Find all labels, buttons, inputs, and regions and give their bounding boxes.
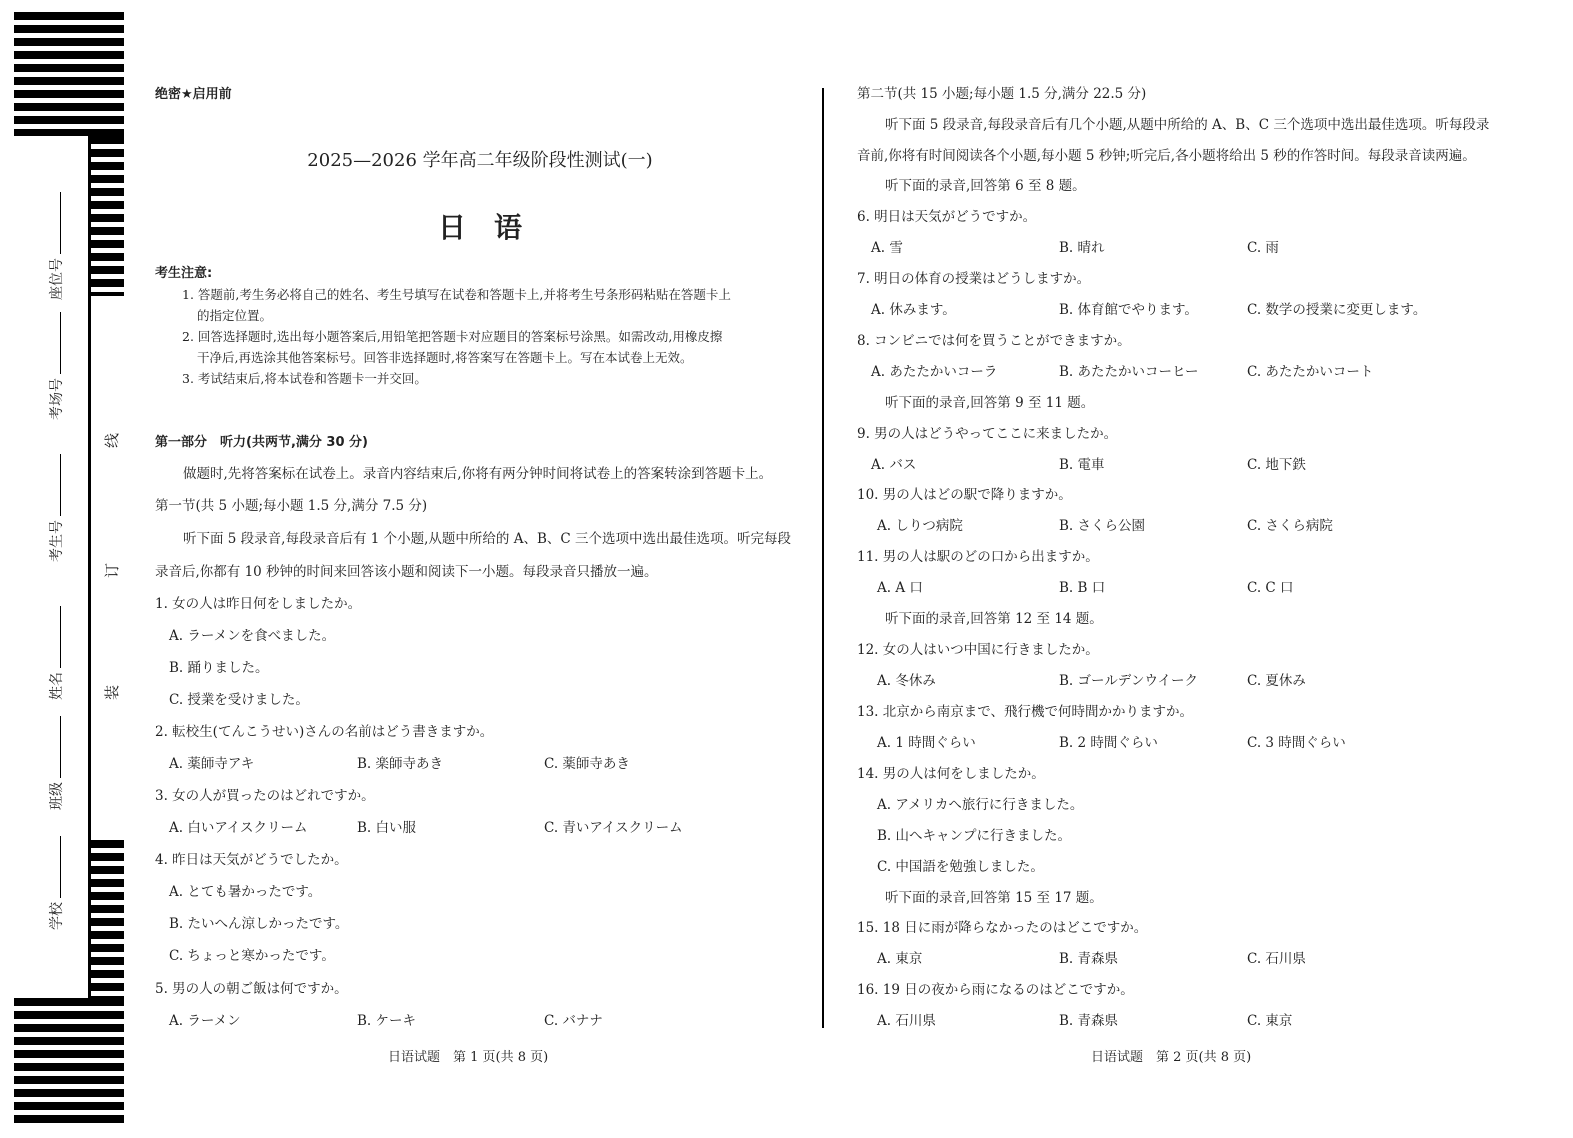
- notice-item: 的指定位置。: [197, 308, 273, 323]
- option-16c[interactable]: C. 東京: [1247, 1013, 1293, 1029]
- notice-heading: 考生注意:: [155, 266, 213, 281]
- question-10: 10. 男の人はどの駅で降りますか。: [857, 487, 1072, 503]
- option-3a[interactable]: A. 白いアイスクリーム: [169, 820, 308, 836]
- option-11b[interactable]: B. B 口: [1059, 580, 1106, 596]
- class-label: 班级: [49, 782, 65, 810]
- question-13: 13. 北京から南京まで、飛行機で何時間かかりますか。: [857, 704, 1193, 720]
- exam-title: 2025—2026 学年高二年级阶段性测试(一): [307, 150, 653, 171]
- binding-line: [88, 136, 91, 1000]
- question-3: 3. 女の人が買ったのはどれですか。: [155, 788, 375, 804]
- question-8: 8. コンビニでは何を買うことができますか。: [857, 333, 1131, 349]
- option-5c[interactable]: C. バナナ: [544, 1013, 603, 1029]
- exam-number-label: 考生号: [49, 520, 65, 562]
- option-15a[interactable]: A. 東京: [877, 951, 923, 967]
- question-15: 15. 18 日に雨が降らなかったのはどこですか。: [857, 920, 1148, 936]
- listen-instruction: 听下面的录音,回答第 15 至 17 题。: [885, 890, 1103, 906]
- seat-number-label: 座位号: [49, 258, 65, 300]
- option-7c[interactable]: C. 数学の授業に変更します。: [1247, 302, 1427, 318]
- option-14b[interactable]: B. 山へキャンプに行きました。: [877, 828, 1072, 844]
- option-10c[interactable]: C. さくら病院: [1247, 518, 1333, 534]
- notice-item: 3. 考试结束后,将本试卷和答题卡一并交回。: [182, 371, 427, 386]
- option-2a[interactable]: A. 薬師寺アキ: [169, 756, 255, 772]
- option-3c[interactable]: C. 青いアイスクリーム: [544, 820, 683, 836]
- subject-title: 日 语: [437, 211, 522, 244]
- listen-instruction: 听下面的录音,回答第 12 至 14 题。: [885, 611, 1103, 627]
- option-15b[interactable]: B. 青森県: [1059, 951, 1119, 967]
- notice-item: 1. 答题前,考生务必将自己的姓名、考生号填写在试卷和答题卡上,并将考生号条形码粘贴在答题卡上: [182, 287, 731, 302]
- question-1: 1. 女の人は昨日何をしましたか。: [155, 596, 362, 612]
- option-12b[interactable]: B. ゴールデンウイーク: [1059, 673, 1199, 689]
- option-10b[interactable]: B. さくら公園: [1059, 518, 1146, 534]
- question-7: 7. 明日の体育の授業はどうしますか。: [857, 271, 1091, 287]
- exam-room-blank[interactable]: [60, 312, 61, 374]
- option-12a[interactable]: A. 冬休み: [877, 673, 936, 689]
- part1-instruction: 做题时,先将答案标在试卷上。录音内容结束后,你将有两分钟时间将试卷上的答案转涂到答题卡上。: [183, 466, 773, 482]
- option-10a[interactable]: A. しりつ病院: [877, 518, 963, 534]
- option-4c[interactable]: C. ちょっと寒かったです。: [169, 948, 335, 964]
- option-1c[interactable]: C. 授業を受けました。: [169, 692, 309, 708]
- notice-item: 干净后,再选涂其他答案标号。回答非选择题时,将答案写在答题卡上。写在本试卷上无效。: [197, 350, 693, 365]
- option-4b[interactable]: B. たいへん涼しかったです。: [169, 916, 349, 932]
- option-9c[interactable]: C. 地下鉄: [1247, 457, 1306, 473]
- option-3b[interactable]: B. 白い服: [357, 820, 417, 836]
- section1-instruction: 录音后,你都有 10 秒钟的时间来回答该小题和阅读下一小题。每段录音只播放一遍。: [155, 564, 658, 580]
- option-1b[interactable]: B. 踊りました。: [169, 660, 269, 676]
- question-2: 2. 転校生(てんこうせい)さんの名前はどう書きますか。: [155, 724, 494, 740]
- option-11a[interactable]: A. A 口: [877, 580, 923, 596]
- page2-footer: 日语试题 第 2 页(共 8 页): [1091, 1050, 1252, 1065]
- page1-footer: 日语试题 第 1 页(共 8 页): [388, 1050, 549, 1065]
- option-6b[interactable]: B. 晴れ: [1059, 240, 1105, 256]
- barcode-stripes-top: [14, 12, 124, 136]
- option-11c[interactable]: C. C 口: [1247, 580, 1294, 596]
- option-13a[interactable]: A. 1 時間ぐらい: [877, 735, 976, 751]
- section1-instruction: 听下面 5 段录音,每段录音后有 1 个小题,从题中所给的 A、B、C 三个选项中选出最佳选项。听完每段: [183, 531, 792, 547]
- option-14c[interactable]: C. 中国語を勉強しました。: [877, 859, 1044, 875]
- option-2b[interactable]: B. 楽師寺あき: [357, 756, 444, 772]
- question-16: 16. 19 日の夜から雨になるのはどこですか。: [857, 982, 1134, 998]
- section2-instruction: 听下面 5 段录音,每段录音后有几个小题,从题中所给的 A、B、C 三个选项中选出最佳选项。听每段录: [885, 117, 1490, 133]
- option-4a[interactable]: A. とても暑かったです。: [169, 884, 322, 900]
- option-9a[interactable]: A. バス: [871, 457, 917, 473]
- option-13b[interactable]: B. 2 時間ぐらい: [1059, 735, 1158, 751]
- binding-mark-line: 线: [103, 432, 122, 449]
- school-field: [46, 836, 66, 930]
- section2-instruction: 音前,你将有时间阅读各个小题,每小题 5 秒钟;听完后,各小题将给出 5 秒的作答时间。每段录音读两遍。: [857, 148, 1476, 164]
- school-blank[interactable]: [60, 836, 61, 898]
- option-7b[interactable]: B. 体育館でやります。: [1059, 302, 1198, 318]
- name-field: [46, 606, 66, 700]
- listen-instruction: 听下面的录音,回答第 9 至 11 题。: [885, 395, 1095, 411]
- option-16a[interactable]: A. 石川県: [877, 1013, 936, 1029]
- barcode-stripes-bottom: [14, 998, 124, 1126]
- option-6c[interactable]: C. 雨: [1247, 240, 1279, 256]
- notice-item: 2. 回答选择题时,选出每小题答案后,用铅笔把答题卡对应题目的答案标号涂黑。如需改动,用橡皮擦: [182, 329, 723, 344]
- barcode-stripes-lower: [90, 840, 124, 1000]
- column-divider: [822, 88, 824, 1028]
- section1-heading: 第一节(共 5 小题;每小题 1.5 分,满分 7.5 分): [155, 498, 428, 514]
- question-11: 11. 男の人は駅のどの口から出ますか。: [857, 549, 1099, 565]
- name-blank[interactable]: [60, 606, 61, 668]
- option-5b[interactable]: B. ケーキ: [357, 1013, 417, 1029]
- option-1a[interactable]: A. ラーメンを食べました。: [169, 628, 336, 644]
- option-6a[interactable]: A. 雪: [871, 240, 903, 256]
- option-8c[interactable]: C. あたたかいコート: [1247, 364, 1374, 380]
- name-label: 姓名: [49, 672, 65, 700]
- barcode-stripes-upper: [90, 136, 124, 296]
- exam-number-field: [46, 454, 66, 562]
- question-9: 9. 男の人はどうやってここに来ましたか。: [857, 426, 1118, 442]
- binding-mark-bind: 装: [103, 684, 122, 701]
- option-7a[interactable]: A. 休みます。: [871, 302, 956, 318]
- question-14: 14. 男の人は何をしましたか。: [857, 766, 1045, 782]
- seat-number-field: [46, 192, 66, 300]
- exam-number-blank[interactable]: [60, 454, 61, 516]
- option-8b[interactable]: B. あたたかいコーヒー: [1059, 364, 1199, 380]
- section2-heading: 第二节(共 15 小题;每小题 1.5 分,满分 22.5 分): [857, 86, 1147, 102]
- secret-label: 绝密★启用前: [155, 87, 232, 102]
- seat-number-blank[interactable]: [60, 192, 61, 254]
- question-12: 12. 女の人はいつ中国に行きましたか。: [857, 642, 1099, 658]
- class-blank[interactable]: [60, 716, 61, 778]
- option-5a[interactable]: A. ラーメン: [169, 1013, 241, 1029]
- option-16b[interactable]: B. 青森県: [1059, 1013, 1119, 1029]
- part1-heading: 第一部分 听力(共两节,满分 30 分): [155, 435, 368, 450]
- exam-room-label: 考场号: [49, 378, 65, 420]
- exam-room-field: [46, 312, 66, 420]
- school-label: 学校: [49, 902, 65, 930]
- question-5: 5. 男の人の朝ご飯は何ですか。: [155, 981, 348, 997]
- listen-instruction: 听下面的录音,回答第 6 至 8 题。: [885, 178, 1086, 194]
- option-9b[interactable]: B. 電車: [1059, 457, 1105, 473]
- option-13c[interactable]: C. 3 時間ぐらい: [1247, 735, 1346, 751]
- binding-mark-staple: 订: [103, 562, 122, 579]
- option-15c[interactable]: C. 石川県: [1247, 951, 1306, 967]
- question-6: 6. 明日は天気がどうですか。: [857, 209, 1037, 225]
- option-14a[interactable]: A. アメリカへ旅行に行きました。: [877, 797, 1084, 813]
- option-12c[interactable]: C. 夏休み: [1247, 673, 1306, 689]
- question-4: 4. 昨日は天気がどうでしたか。: [155, 852, 348, 868]
- option-2c[interactable]: C. 薬師寺あき: [544, 756, 630, 772]
- class-field: [46, 716, 66, 810]
- option-8a[interactable]: A. あたたかいコーラ: [871, 364, 998, 380]
